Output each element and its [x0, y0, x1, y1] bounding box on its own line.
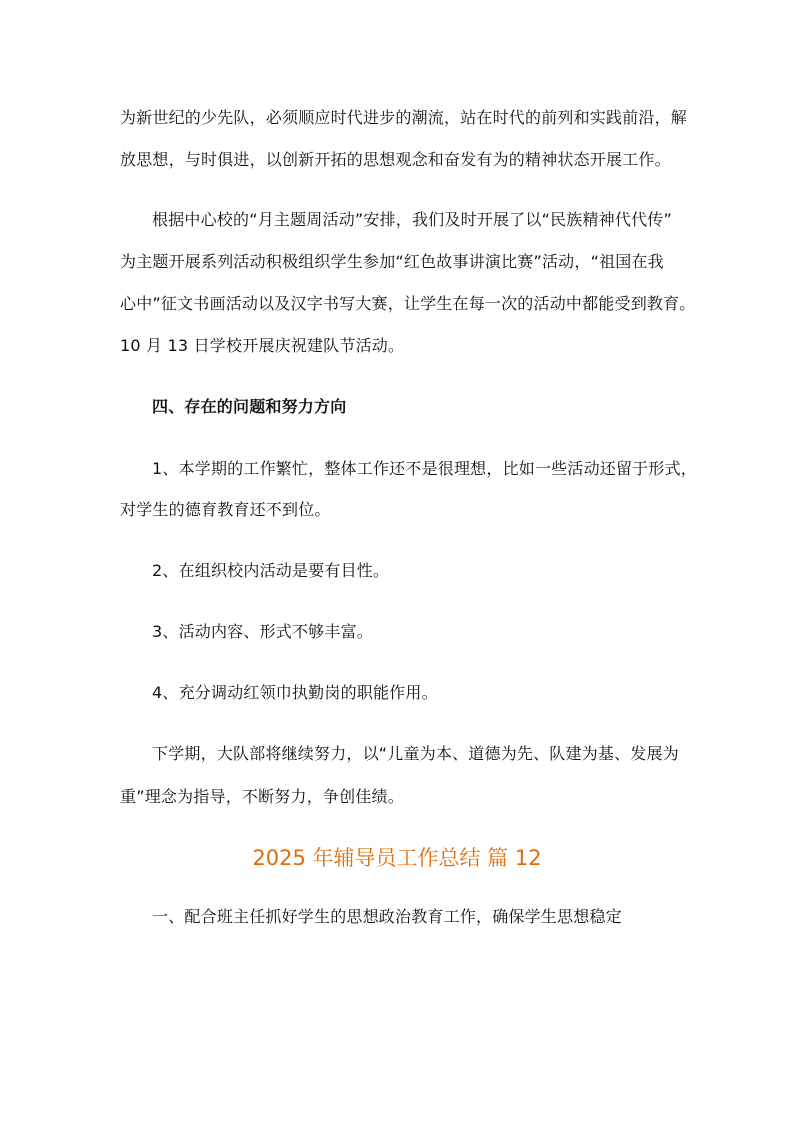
item-2: 2、在组织校内活动是要有目性。	[152, 561, 390, 580]
item-4: 4、充分调动红领巾执勤岗的职能作用。	[152, 683, 438, 702]
item-3: 3、活动内容、形式不够丰富。	[152, 622, 373, 641]
closing-line-2: 重”理念为指导，不断努力，争创佳绩。	[120, 787, 404, 806]
paragraph-1-line-2: 放思想，与时俱进，以创新开拓的思想观念和奋发有为的精神状态开展工作。	[120, 150, 671, 169]
article-title: 2025 年辅导员工作总结 篇 12	[252, 846, 542, 870]
item-1-line-2: 对学生的德育教育还不到位。	[120, 500, 331, 519]
section-heading: 四、存在的问题和努力方向	[152, 397, 347, 416]
first-point: 一、配合班主任抓好学生的思想政治教育工作，确保学生思想稳定	[152, 907, 622, 926]
paragraph-2-line-3: 心中”征文书画活动以及汉字书写大赛，让学生在每一次的活动中都能受到教育。	[120, 294, 696, 313]
paragraph-1-line-1: 为新世纪的少先队，必须顺应时代进步的潮流，站在时代的前列和实践前沿，解	[120, 108, 688, 127]
item-1-line-1: 1、本学期的工作繁忙，整体工作还不是很理想，比如一些活动还留于形式，	[152, 459, 697, 478]
paragraph-2-line-1: 根据中心校的“月主题周活动”安排，我们及时开展了以“民族精神代代传”	[152, 210, 672, 229]
paragraph-2-line-2: 为主题开展系列活动积极组织学生参加“红色故事讲演比赛”活动，“祖国在我	[120, 252, 664, 271]
paragraph-2-line-4: 10 月 13 日学校开展庆祝建队节活动。	[120, 336, 405, 355]
closing-line-1: 下学期，大队部将继续努力，以“儿童为本、道德为先、队建为基、发展为	[152, 744, 679, 763]
